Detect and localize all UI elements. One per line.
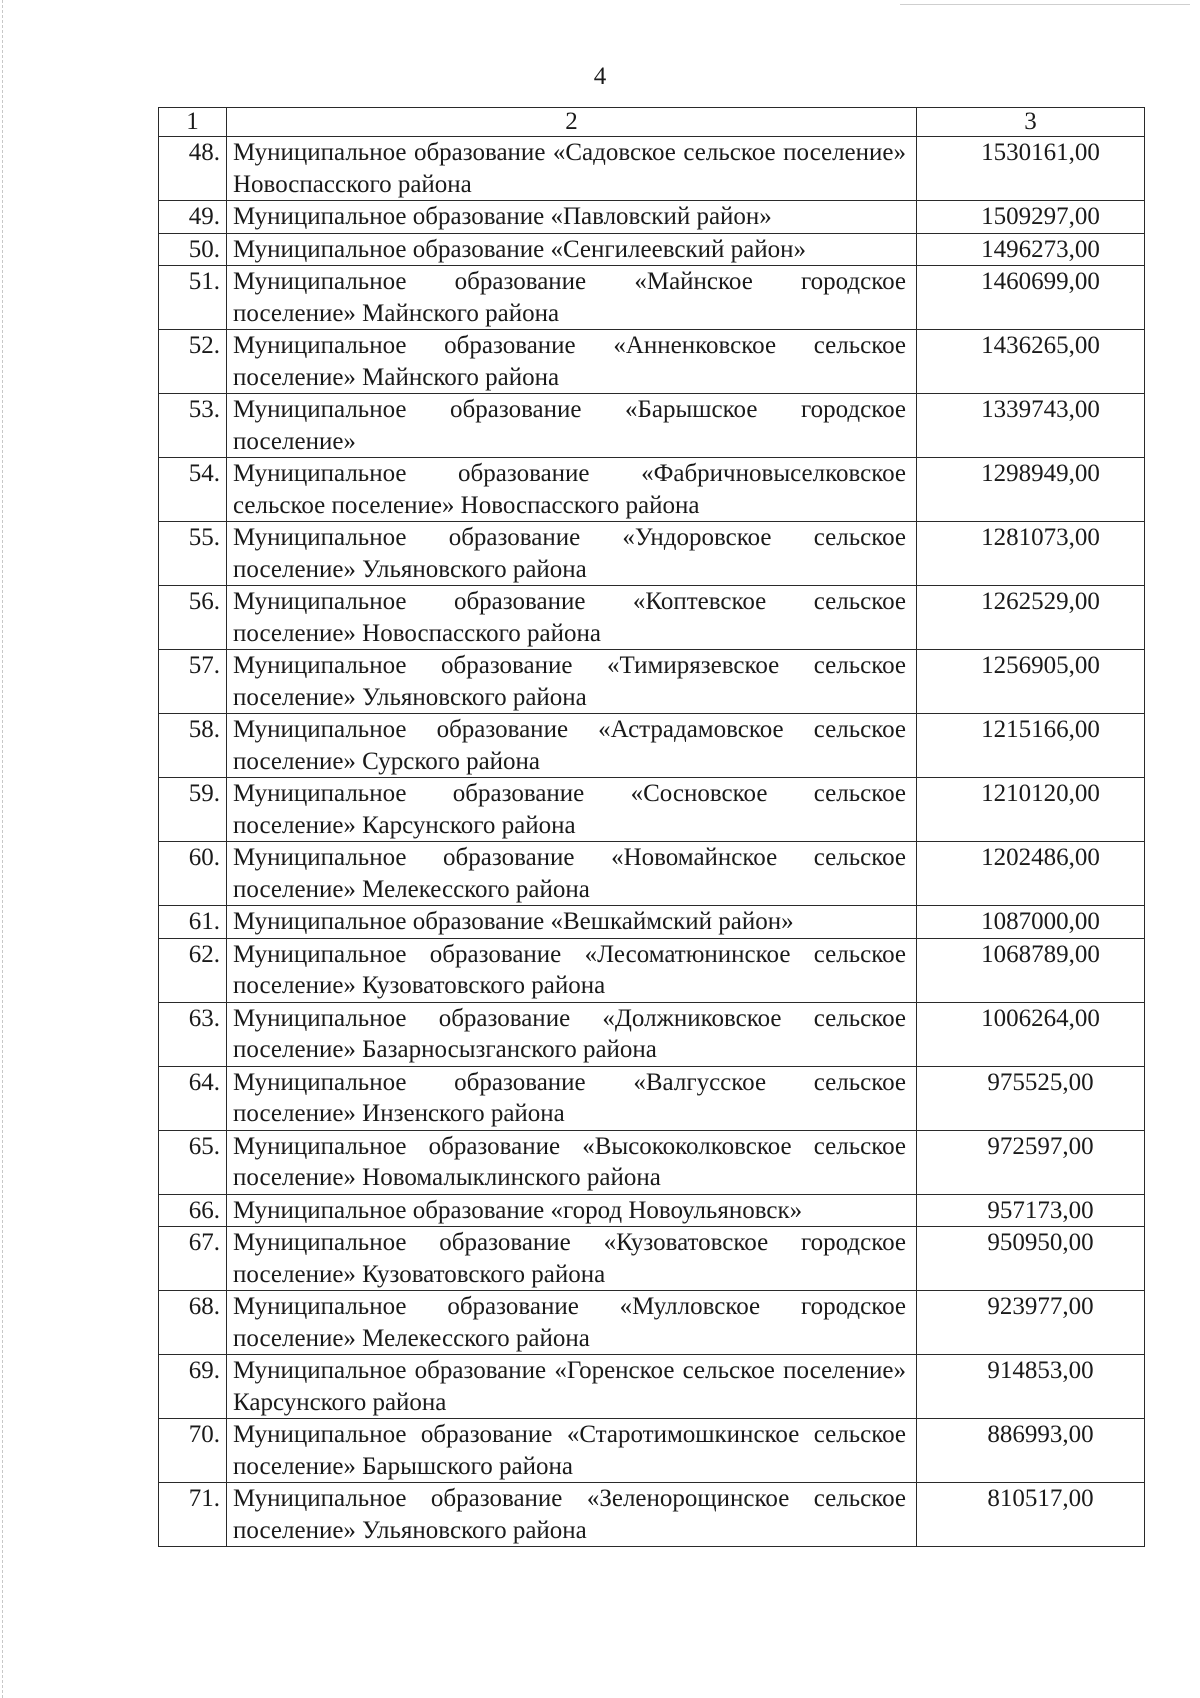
municipality-name: Муниципальное образование «Сенгилеевский район» <box>227 233 917 266</box>
row-number: 67. <box>159 1227 227 1291</box>
allocation-table <box>158 107 1145 1547</box>
amount-value: 1298949,00 <box>917 458 1145 522</box>
amount-value: 1530161,00 <box>917 137 1145 201</box>
table-row <box>159 586 1145 650</box>
amount-value: 1006264,00 <box>917 1002 1145 1066</box>
municipality-name: Муниципальное образование «Фабричновыселковское сельское поселение» Новоспасского района <box>227 458 917 522</box>
municipality-name: Муниципальное образование «Майнское городское поселение» Майнского района <box>227 266 917 330</box>
municipality-name: Муниципальное образование «Вешкаймский район» <box>227 906 917 939</box>
scan-top-line <box>900 4 1190 6</box>
table-row <box>159 842 1145 906</box>
table-row <box>159 458 1145 522</box>
row-number: 65. <box>159 1130 227 1194</box>
row-number: 51. <box>159 266 227 330</box>
municipality-name: Муниципальное образование «Сосновское сельское поселение» Карсунского района <box>227 778 917 842</box>
table-row <box>159 906 1145 939</box>
column-header-number: 1 <box>159 108 227 137</box>
amount-value: 1281073,00 <box>917 522 1145 586</box>
row-number: 57. <box>159 650 227 714</box>
table-row <box>159 938 1145 1002</box>
row-number: 69. <box>159 1355 227 1419</box>
amount-value: 1339743,00 <box>917 394 1145 458</box>
municipality-name: Муниципальное образование «Павловский район» <box>227 201 917 234</box>
amount-value: 1215166,00 <box>917 714 1145 778</box>
amount-value: 914853,00 <box>917 1355 1145 1419</box>
table-row <box>159 266 1145 330</box>
row-number: 68. <box>159 1291 227 1355</box>
table-row <box>159 1194 1145 1227</box>
table-row <box>159 1130 1145 1194</box>
municipality-name: Муниципальное образование «Мулловское городское поселение» Мелекесского района <box>227 1291 917 1355</box>
row-number: 63. <box>159 1002 227 1066</box>
row-number: 71. <box>159 1483 227 1547</box>
amount-value: 1256905,00 <box>917 650 1145 714</box>
table-row <box>159 201 1145 234</box>
table-row <box>159 394 1145 458</box>
municipality-name: Муниципальное образование «Новомайнское сельское поселение» Мелекесского района <box>227 842 917 906</box>
municipality-name: Муниципальное образование «Валгусское сельское поселение» Инзенского района <box>227 1066 917 1130</box>
page-number: 4 <box>593 63 607 90</box>
amount-value: 1262529,00 <box>917 586 1145 650</box>
row-number: 52. <box>159 330 227 394</box>
municipality-name: Муниципальное образование «Тимирязевское сельское поселение» Ульяновского района <box>227 650 917 714</box>
amount-value: 1210120,00 <box>917 778 1145 842</box>
row-number: 56. <box>159 586 227 650</box>
table-row <box>159 1355 1145 1419</box>
table-row <box>159 714 1145 778</box>
row-number: 70. <box>159 1419 227 1483</box>
amount-value: 886993,00 <box>917 1419 1145 1483</box>
table-row <box>159 137 1145 201</box>
amount-value: 1460699,00 <box>917 266 1145 330</box>
amount-value: 1436265,00 <box>917 330 1145 394</box>
table-row <box>159 330 1145 394</box>
amount-value: 972597,00 <box>917 1130 1145 1194</box>
municipality-name: Муниципальное образование «Садовское сельское поселение» Новоспасского района <box>227 137 917 201</box>
table-row <box>159 1291 1145 1355</box>
table-row <box>159 1419 1145 1483</box>
row-number: 54. <box>159 458 227 522</box>
amount-value: 1087000,00 <box>917 906 1145 939</box>
municipality-name: Муниципальное образование «город Новоульяновск» <box>227 1194 917 1227</box>
table-row <box>159 1227 1145 1291</box>
amount-value: 810517,00 <box>917 1483 1145 1547</box>
amount-value: 975525,00 <box>917 1066 1145 1130</box>
scan-margin-line <box>2 0 4 1698</box>
amount-value: 957173,00 <box>917 1194 1145 1227</box>
municipality-name: Муниципальное образование «Должниковское сельское поселение» Базарносызганского района <box>227 1002 917 1066</box>
municipality-name: Муниципальное образование «Астрадамовское сельское поселение» Сурского района <box>227 714 917 778</box>
table-row <box>159 1483 1145 1547</box>
amount-value: 1202486,00 <box>917 842 1145 906</box>
municipality-name: Муниципальное образование «Барышское городское поселение» <box>227 394 917 458</box>
amount-value: 1496273,00 <box>917 233 1145 266</box>
table-header-row <box>159 108 1145 137</box>
table-row <box>159 650 1145 714</box>
row-number: 62. <box>159 938 227 1002</box>
column-header-amount: 3 <box>917 108 1145 137</box>
table-row <box>159 1002 1145 1066</box>
municipality-name: Муниципальное образование «Горенское сельское поселение» Карсунского района <box>227 1355 917 1419</box>
amount-value: 1068789,00 <box>917 938 1145 1002</box>
municipality-name: Муниципальное образование «Зеленорощинское сельское поселение» Ульяновского района <box>227 1483 917 1547</box>
row-number: 61. <box>159 906 227 939</box>
municipality-name: Муниципальное образование «Кузоватовское городское поселение» Кузоватовского района <box>227 1227 917 1291</box>
municipality-name: Муниципальное образование «Анненковское сельское поселение» Майнского района <box>227 330 917 394</box>
row-number: 50. <box>159 233 227 266</box>
table-row <box>159 522 1145 586</box>
row-number: 66. <box>159 1194 227 1227</box>
municipality-name: Муниципальное образование «Лесоматюнинское сельское поселение» Кузоватовского района <box>227 938 917 1002</box>
column-header-name: 2 <box>227 108 917 137</box>
row-number: 55. <box>159 522 227 586</box>
row-number: 49. <box>159 201 227 234</box>
table-row <box>159 778 1145 842</box>
amount-value: 1509297,00 <box>917 201 1145 234</box>
municipality-name: Муниципальное образование «Высококолковское сельское поселение» Новомалыклинского района <box>227 1130 917 1194</box>
row-number: 59. <box>159 778 227 842</box>
municipality-name: Муниципальное образование «Старотимошкинское сельское поселение» Барышского района <box>227 1419 917 1483</box>
row-number: 64. <box>159 1066 227 1130</box>
row-number: 53. <box>159 394 227 458</box>
row-number: 58. <box>159 714 227 778</box>
municipality-name: Муниципальное образование «Коптевское сельское поселение» Новоспасского района <box>227 586 917 650</box>
table-row <box>159 233 1145 266</box>
municipality-name: Муниципальное образование «Ундоровское сельское поселение» Ульяновского района <box>227 522 917 586</box>
row-number: 60. <box>159 842 227 906</box>
table-row <box>159 1066 1145 1130</box>
row-number: 48. <box>159 137 227 201</box>
amount-value: 950950,00 <box>917 1227 1145 1291</box>
amount-value: 923977,00 <box>917 1291 1145 1355</box>
